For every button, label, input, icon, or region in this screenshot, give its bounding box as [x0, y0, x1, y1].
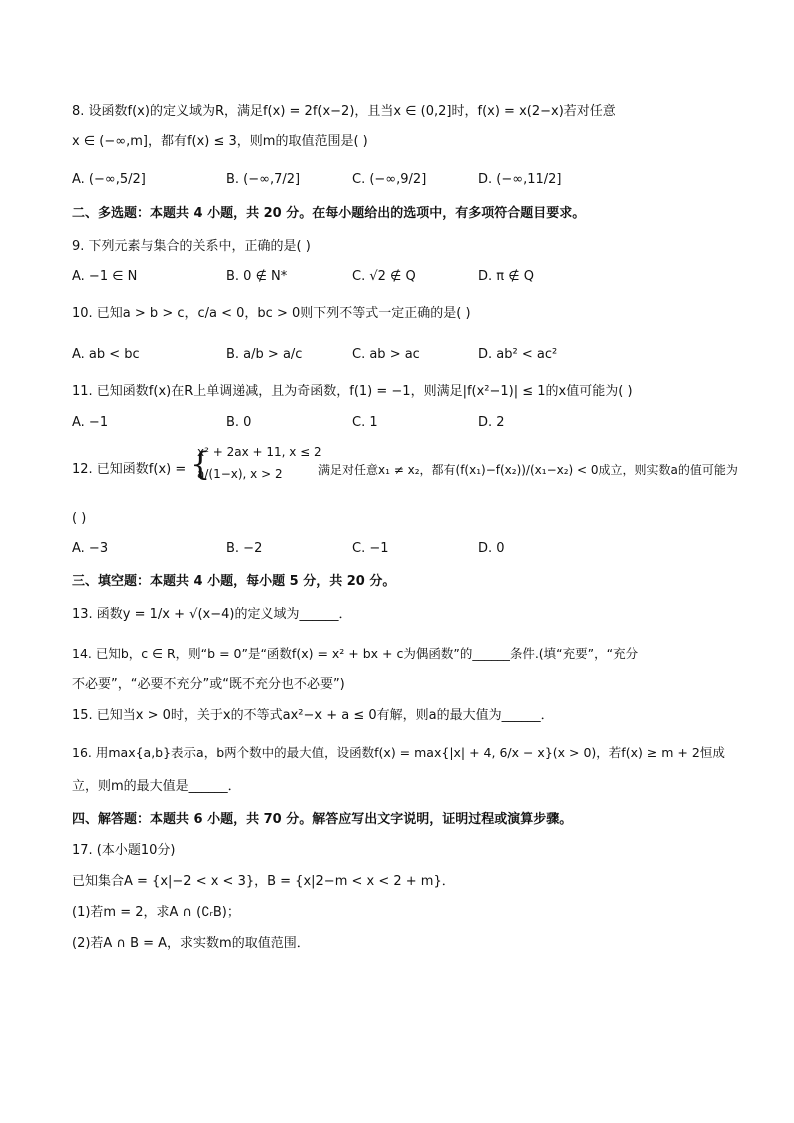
q12-suffix: 满足对任意x₁ ≠ x₂，都有(f(x₁)−f(x₂))/(x₁−x₂) < 0成立，则实数a的值可能为	[318, 463, 738, 477]
q11-option-c: C. 1	[352, 415, 378, 430]
q10-options	[72, 346, 722, 364]
q11-option-d: D. 2	[478, 415, 505, 430]
q8-option-d: D. (−∞,11/2]	[478, 172, 562, 187]
q8-options	[72, 171, 722, 189]
q10-option-b: B. a/b > a/c	[226, 347, 303, 362]
section-fill-in-heading: 三、填空题：本题共 4 小题，每小题 5 分，共 20 分。	[72, 574, 396, 589]
q11-option-b: B. 0	[226, 415, 252, 430]
q8-option-b: B. (−∞,7/2]	[226, 172, 301, 187]
q12-piecewise-function	[155, 443, 322, 487]
q16-line1: 16. 用max{a,b}表示a，b两个数中的最大值，设函数f(x) = max{|x| + 4, 6/x − x}(x > 0)，若f(x) ≥ m + 2恒成	[72, 745, 725, 760]
q11-options	[72, 414, 722, 432]
q17-part2: (2)若A ∩ B = A，求实数m的取值范围．	[72, 936, 310, 951]
q8-option-c: C. (−∞,9/2]	[352, 172, 427, 187]
q11-stem: 11. 已知函数f(x)在R上单调递减，且为奇函数，f(1) = −1，则满足|f(x²−1)| ≤ 1的x值可能为( )	[72, 384, 633, 399]
q13-stem: 13. 函数y = 1/x + √(x−4)的定义域为______．	[72, 607, 352, 622]
q9-option-c: C. √2 ∉ Q	[352, 269, 416, 284]
q10-option-d: D. ab² < ac²	[478, 347, 558, 362]
q8-line2: x ∈ (−∞,m]，都有f(x) ≤ 3，则m的取值范围是( )	[72, 134, 368, 149]
q12-case-2: a/(1−x), x > 2	[197, 467, 283, 481]
q11-option-a: A. −1	[72, 415, 109, 430]
q14-line1: 14. 已知b，c ∈ R，则“b = 0”是“函数f(x) = x² + bx + c为偶函数”的______条件.(填“充要”，“充分	[72, 646, 639, 661]
q15-stem: 15. 已知当x > 0时，关于x的不等式ax²−x + a ≤ 0有解，则a的最大值为______．	[72, 708, 554, 723]
q12-option-d: D. 0	[478, 541, 505, 556]
section-answer-heading: 四、解答题：本题共 6 小题，共 70 分。解答应写出文字说明，证明过程或演算步骤。	[72, 812, 573, 827]
q9-option-b: B. 0 ∉ N*	[226, 269, 288, 284]
q17-stem: 已知集合A = {x|−2 < x < 3}，B = {x|2−m < x < 2 + m}．	[72, 874, 455, 889]
q17-header: 17. (本小题10分)	[72, 843, 176, 858]
q12-paren: ( )	[72, 511, 87, 526]
q9-options	[72, 268, 722, 286]
section-multiple-choice-heading: 二、多选题：本题共 4 小题，共 20 分。在每小题给出的选项中，有多项符合题目要求。	[72, 206, 586, 221]
q17-part1: (1)若m = 2，求A ∩ (∁ᵣB)；	[72, 905, 240, 920]
q12-option-b: B. −2	[226, 541, 263, 556]
q9-option-a: A. −1 ∈ N	[72, 269, 138, 284]
q12-case-1: x² + 2ax + 11, x ≤ 2	[197, 445, 322, 459]
q12-option-c: C. −1	[352, 541, 389, 556]
q14-line2: 不必要”，“必要不充分”或“既不充分也不必要”)	[72, 677, 345, 692]
q12-prefix: 12. 已知函数f(x) =	[72, 462, 187, 477]
q8-option-a: A. (−∞,5/2]	[72, 172, 146, 187]
q8-line1: 8. 设函数f(x)的定义域为R，满足f(x) = 2f(x−2)，且当x ∈ (0,2]时，f(x) = x(2−x)若对任意	[72, 104, 616, 119]
q12-option-a: A. −3	[72, 541, 109, 556]
q10-stem: 10. 已知a > b > c，c/a < 0，bc > 0则下列不等式一定正确的是( )	[72, 306, 471, 321]
q16-line2: 立，则m的最大值是______．	[72, 779, 241, 794]
q10-option-c: C. ab > ac	[352, 347, 420, 362]
q12-options	[72, 540, 722, 558]
q10-option-a: A. ab < bc	[72, 347, 140, 362]
q9-stem: 9. 下列元素与集合的关系中，正确的是( )	[72, 239, 311, 254]
piecewise-brace: {	[190, 445, 211, 483]
q9-option-d: D. π ∉ Q	[478, 269, 534, 284]
